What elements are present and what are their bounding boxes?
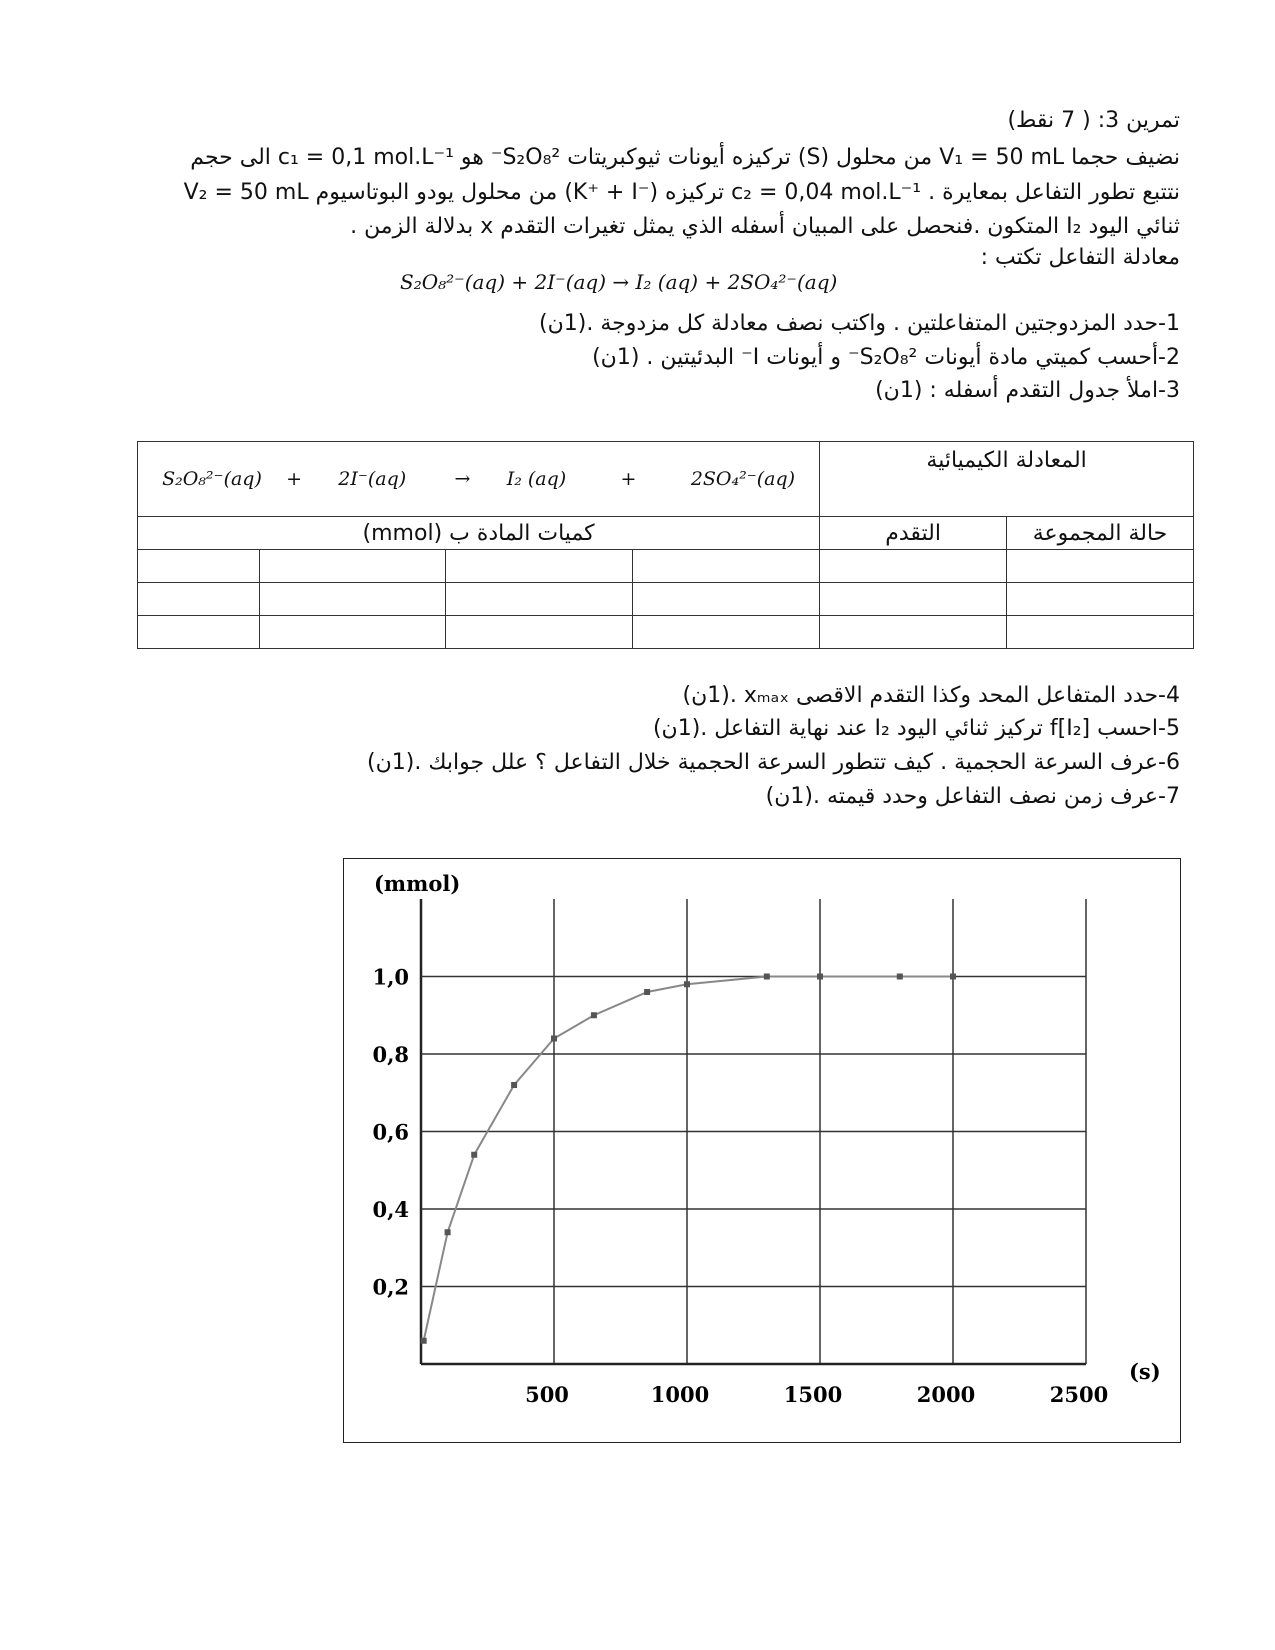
data-point [445, 1229, 451, 1235]
intro-line-3: ثنائي اليود I₂ المتكون .فنحصل على المبيان أسفله الذي يمثل تغيرات التقدم x بدلالة الزمن . [350, 214, 1180, 239]
question-5: 5-احسب [I₂]f تركيز ثنائي اليود I₂ عند نهاية التفاعل .(1ن) [652, 716, 1180, 741]
table-quantities-label: كميات المادة ب (mmol) [138, 517, 820, 550]
y-axis-label: (mmol) [374, 871, 461, 896]
advancement-chart [344, 859, 1179, 1441]
eq-plus-2: + [620, 468, 637, 490]
eq-product-1: I₂ (aq) [506, 468, 567, 490]
y-tick-label: 0,6 [372, 1119, 409, 1145]
data-point [817, 974, 823, 980]
data-point [897, 974, 903, 980]
x-axis-label: (s) [1129, 1359, 1161, 1384]
intro-line-2: V₂ = 50 mL من محلول يودو البوتاسيوم (K⁺ + I⁻) تركيزه c₂ = 0,04 mol.L⁻¹ . نتتبع تطور التفاعل بمعايرة [183, 180, 1180, 205]
table-state-label: حالة المجموعة [1007, 517, 1194, 550]
reaction-equation: S₂O₈²⁻(aq) + 2I⁻(aq) → I₂ (aq) + 2SO₄²⁻(aq) [400, 270, 838, 294]
eq-plus-1: + [286, 468, 302, 490]
eq-product-2: 2SO₄²⁻(aq) [690, 468, 796, 490]
y-tick-label: 0,4 [372, 1197, 409, 1222]
question-4: 4-حدد المتفاعل المحد وكذا التقدم الاقصى xₘₐₓ .(1ن) [682, 683, 1180, 708]
x-tick-label: 1500 [783, 1382, 843, 1407]
data-point [551, 1036, 557, 1042]
question-2: 2-أحسب كميتي مادة أيونات S₂O₈²⁻ و أيونات I⁻ البدئيتين . (1ن) [592, 345, 1180, 370]
intro-line-4: معادلة التفاعل تكتب : [980, 245, 1180, 270]
chart-frame [343, 858, 1181, 1443]
data-point [421, 1338, 427, 1344]
table-row [138, 583, 1194, 616]
data-point [471, 1152, 477, 1158]
data-point [764, 974, 770, 980]
table-row [138, 550, 1194, 583]
data-point [591, 1012, 597, 1018]
x-tick-label: 500 [525, 1382, 569, 1407]
exercise-title: تمرين 3: ( 7 نقط) [1007, 108, 1180, 133]
table-equation-label: المعادلة الكيميائية [820, 442, 1194, 517]
data-point [684, 981, 690, 987]
table-row [138, 616, 1194, 649]
data-point [950, 974, 956, 980]
x-tick-label: 2500 [1049, 1382, 1109, 1407]
data-point [644, 989, 650, 995]
eq-arrow: → [454, 468, 471, 490]
intro-line-1: نضيف حجما V₁ = 50 mL من محلول (S) تركيزه أيونات ثيوكبريتات S₂O₈²⁻ هو c₁ = 0,1 mol.L⁻¹ الى حجم [190, 145, 1180, 170]
eq-reactant-2: 2I⁻(aq) [338, 468, 407, 490]
x-tick-label: 2000 [916, 1382, 976, 1407]
table-equation-cell [138, 442, 820, 517]
y-tick-label: 0,2 [372, 1274, 409, 1300]
x-tick-label: 1000 [650, 1382, 710, 1407]
table-advancement-label: التقدم [820, 517, 1007, 550]
y-tick-label: 1,0 [372, 964, 409, 990]
advancement-table [137, 441, 1194, 649]
question-6: 6-عرف السرعة الحجمية . كيف تتطور السرعة الحجمية خلال التفاعل ؟ علل جوابك .(1ن) [367, 750, 1180, 775]
eq-reactant-1: S₂O₈²⁻(aq) [162, 468, 262, 490]
question-7: 7-عرف زمن نصف التفاعل وحدد قيمته .(1ن) [765, 784, 1180, 809]
data-point [511, 1082, 517, 1088]
y-tick-label: 0,8 [372, 1042, 409, 1067]
question-1: 1-حدد المزدوجتين المتفاعلتين . واكتب نصف معادلة كل مزدوجة .(1ن) [539, 311, 1180, 336]
question-3: 3-املأ جدول التقدم أسفله : (1ن) [875, 378, 1180, 403]
